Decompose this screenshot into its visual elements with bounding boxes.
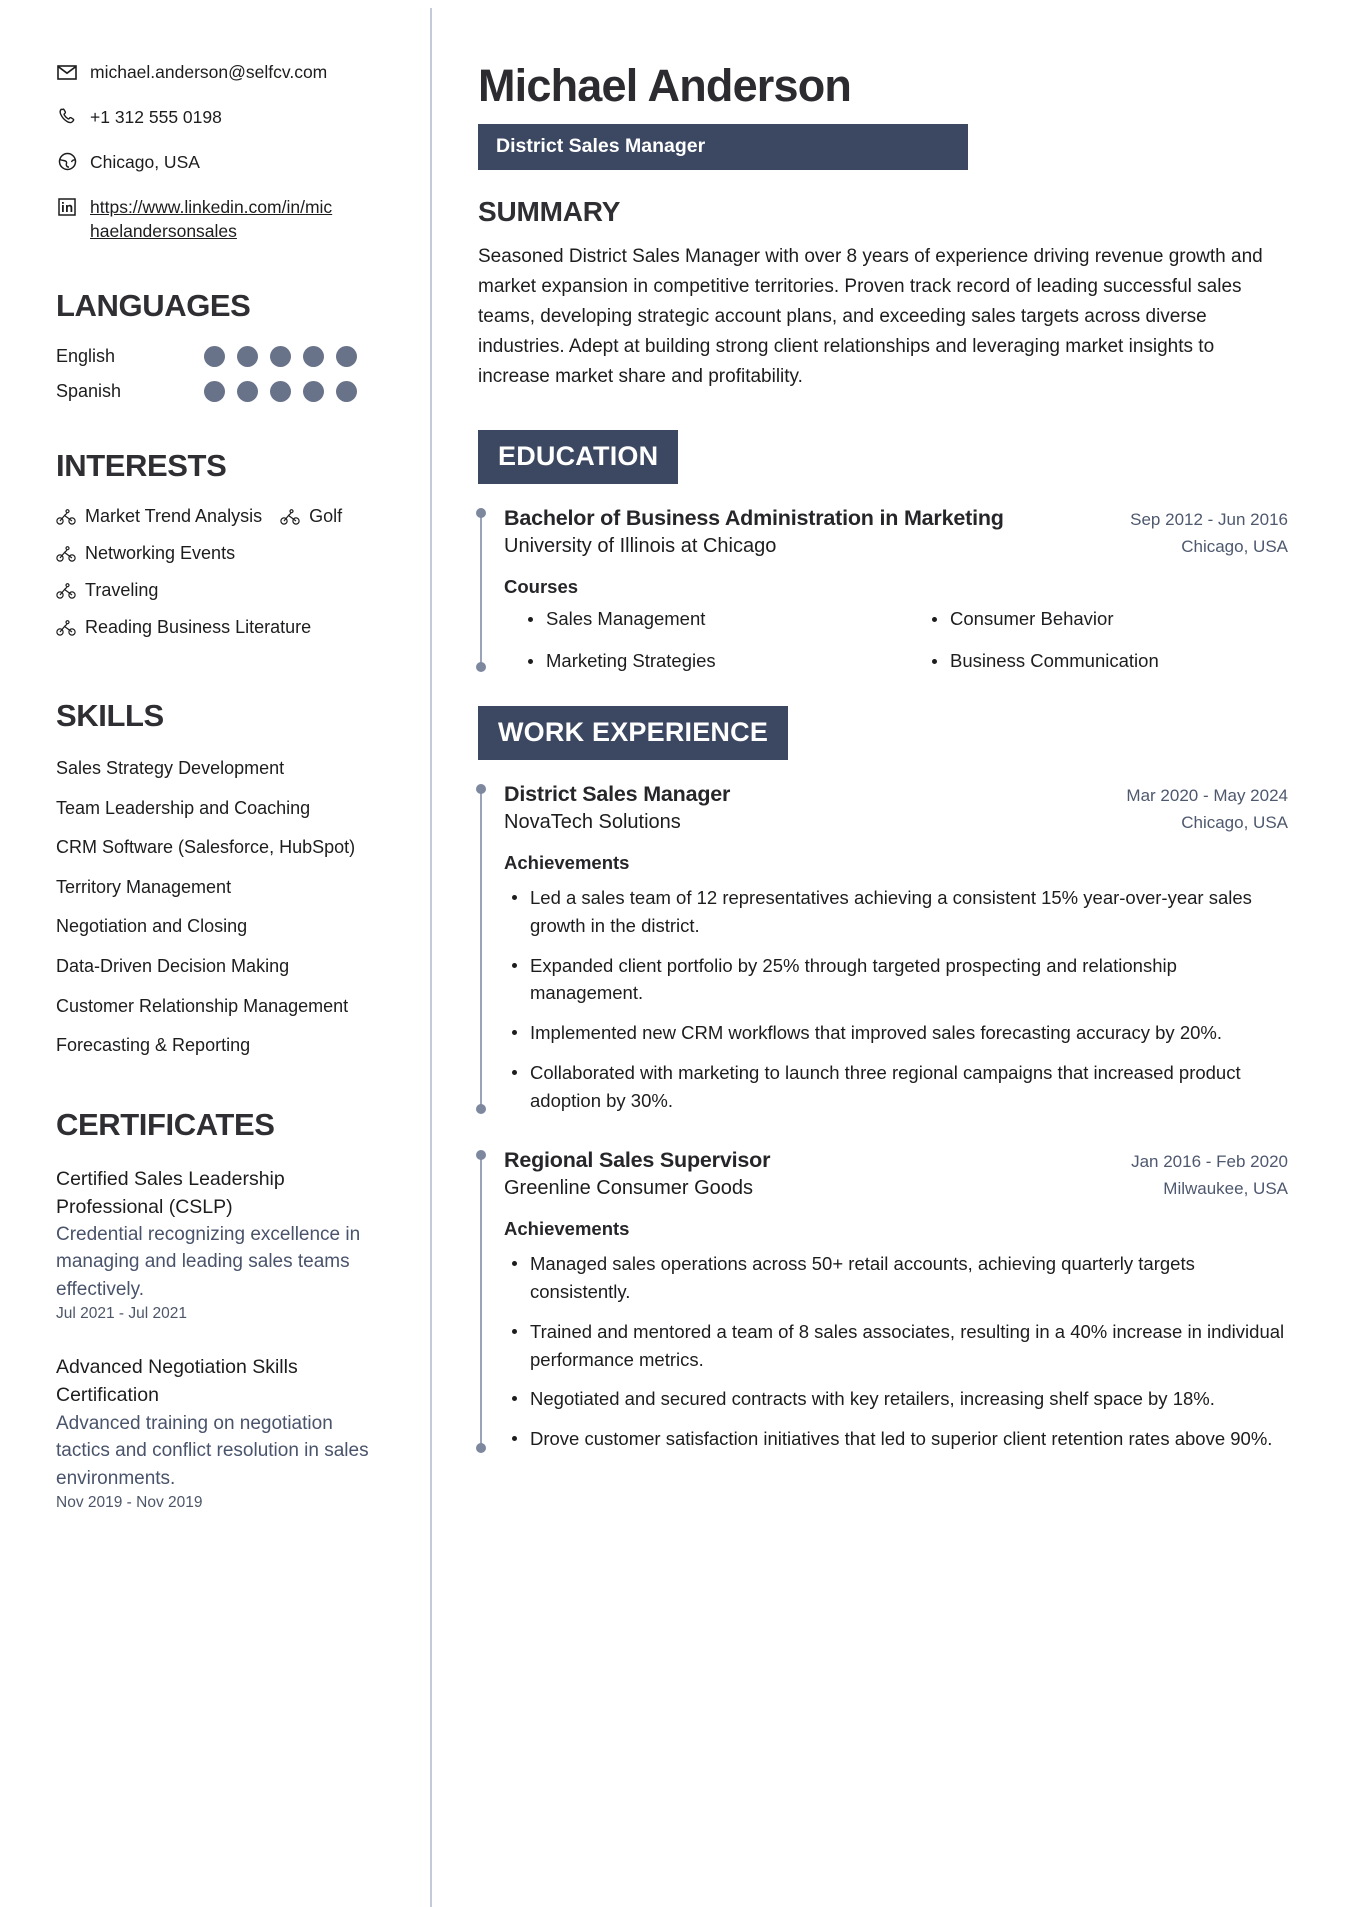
language-row [56,381,386,402]
level-dot [204,346,225,367]
achievement-item: Drove customer satisfaction initiatives that led to superior client retention rates above 90%. [504,1425,1288,1453]
language-level-dots [204,346,357,367]
language-name: Spanish [56,381,122,402]
achievements-list [504,884,1288,1114]
skill-item: CRM Software (Salesforce, HubSpot) [56,837,356,858]
certificate-description: Advanced training on negotiation tactics and conflict resolution in sales environments. [56,1412,369,1489]
timeline-rail [480,788,482,1110]
course-item: Sales Management [504,608,884,630]
achievements-label: Achievements [504,1218,630,1240]
job-date: Jan 2016 - Feb 2020 [1131,1152,1288,1172]
achievement-item: Collaborated with marketing to launch three regional campaigns that increased product adoption by 30%. [504,1059,1288,1115]
skill-item: Sales Strategy Development [56,758,285,779]
skills-section [56,698,386,1058]
achievement-item: Expanded client portfolio by 25% through targeted prospecting and relationship management. [504,952,1288,1008]
certificate-item [56,1353,386,1512]
level-dot [270,381,291,402]
level-dot [336,381,357,402]
courses-label: Courses [504,576,579,598]
education-location: Chicago, USA [1181,537,1288,557]
certificate-date: Jul 2021 - Jul 2021 [56,1305,187,1323]
bicycle-icon [280,509,300,525]
certificates-heading: CERTIFICATES [56,1106,275,1142]
interest-item [280,506,342,527]
bicycle-icon [56,583,76,599]
timeline-node-top [476,1150,486,1160]
job-location: Milwaukee, USA [1163,1179,1288,1199]
education-heading: EDUCATION [478,430,678,484]
interests-heading: INTERESTS [56,448,227,484]
education-section [478,430,1288,672]
job-title: District Sales Manager [504,782,731,807]
summary-text: Seasoned District Sales Manager with over 8 years of experience driving revenue growth and market expansion in competitive territories. Proven track record of leading successful sales teams, developing strategic account plans, and exceeding sales targets across diverse industries. Adept at building strong client relationships and leveraging market insights to increase market share and profitability. [478,246,1263,388]
timeline-node-bottom [476,662,486,672]
education-entry [478,506,1288,672]
achievement-item: Trained and mentored a team of 8 sales associates, resulting in a 40% increase in individual performance metrics. [504,1318,1288,1374]
timeline-rail [480,512,482,668]
work-entry [478,1148,1288,1453]
work-entry-sub [504,811,1288,834]
contact-item-location [56,150,386,175]
certificate-description: Credential recognizing excellence in managing and leading sales teams effectively. [56,1223,361,1300]
timeline-node-bottom [476,1443,486,1453]
work-experience-section [478,706,1288,1453]
certificate-title: Advanced Negotiation Skills Certification [56,1356,298,1407]
interest-label: Golf [309,506,343,527]
skill-item: Team Leadership and Coaching [56,797,311,818]
achievements-label: Achievements [504,852,630,874]
skill-item: Customer Relationship Management [56,995,349,1016]
level-dot [270,346,291,367]
course-item: Consumer Behavior [908,608,1288,630]
contact-item-linkedin[interactable] [56,195,386,245]
timeline-node-top [476,508,486,518]
education-date: Sep 2012 - Jun 2016 [1130,510,1288,530]
education-entry-sub [504,535,1288,558]
skill-item: Forecasting & Reporting [56,1035,251,1056]
achievements-list [504,1250,1288,1453]
interests-section [56,448,386,654]
contact-location-text: Chicago, USA [90,151,200,172]
achievement-item: Led a sales team of 12 representatives achieving a consistent 15% year-over-year sales growth in the district. [504,884,1288,940]
skill-item: Territory Management [56,876,232,897]
bicycle-icon [56,546,76,562]
contact-phone-text: +1 312 555 0198 [90,106,222,127]
interest-item [56,580,368,601]
contact-item-email [56,60,386,85]
level-dot [336,346,357,367]
contact-list [56,60,386,244]
achievement-item: Implemented new CRM workflows that improved sales forecasting accuracy by 20%. [504,1019,1288,1047]
level-dot [303,381,324,402]
work-experience-heading: WORK EXPERIENCE [478,706,788,760]
level-dot [204,381,225,402]
timeline-node-bottom [476,1104,486,1114]
languages-heading: LANGUAGES [56,288,251,324]
contact-email-text: michael.anderson@selfcv.com [90,62,328,82]
school-name: University of Illinois at Chicago [504,535,777,558]
courses-grid [504,608,1288,672]
skill-item: Negotiation and Closing [56,916,248,937]
work-entry-head [504,1148,1288,1173]
role-badge: District Sales Manager [478,124,968,170]
summary-heading: SUMMARY [478,196,621,227]
timeline-rail [480,1154,482,1449]
achievement-item: Managed sales operations across 50+ retail accounts, achieving quarterly targets consistently. [504,1250,1288,1306]
interests-list [56,506,386,654]
work-entry [478,782,1288,1114]
skill-item: Data-Driven Decision Making [56,955,290,976]
candidate-name: Michael Anderson [478,60,852,111]
certificate-date: Nov 2019 - Nov 2019 [56,1494,203,1512]
course-item: Business Communication [908,650,1288,672]
education-entry-head [504,506,1288,531]
skills-heading: SKILLS [56,698,164,734]
work-entry-head [504,782,1288,807]
company-name: NovaTech Solutions [504,811,681,834]
work-entry-sub [504,1177,1288,1200]
interest-item [56,506,262,527]
phone-icon [56,106,78,128]
bicycle-icon [56,620,76,636]
job-location: Chicago, USA [1181,813,1288,833]
language-name: English [56,346,116,367]
interest-item [56,543,368,564]
sidebar [0,8,432,1907]
certificates-section [56,1107,386,1513]
course-item: Marketing Strategies [504,650,884,672]
certificate-item [56,1165,386,1324]
job-date: Mar 2020 - May 2024 [1126,786,1288,806]
bicycle-icon [56,509,76,525]
interest-label: Reading Business Literature [85,617,312,638]
interest-item [56,617,368,638]
language-row [56,346,386,367]
certificate-title: Certified Sales Leadership Professional (CSLP) [56,1167,285,1218]
envelope-icon [56,61,78,83]
linkedin-icon [56,196,78,218]
degree-title: Bachelor of Business Administration in Marketing [504,506,1004,531]
interest-label: Market Trend Analysis [85,506,263,527]
main-column [432,8,1350,1907]
level-dot [237,346,258,367]
contact-item-phone [56,105,386,130]
interest-label: Traveling [85,580,159,601]
language-level-dots [204,381,357,402]
languages-section [56,288,386,402]
job-title: Regional Sales Supervisor [504,1148,771,1173]
contact-linkedin-link[interactable]: https://www.linkedin.com/in/michaelandersonsales [90,196,333,242]
achievement-item: Negotiated and secured contracts with key retailers, increasing shelf space by 18%. [504,1385,1288,1413]
level-dot [237,381,258,402]
timeline-node-top [476,784,486,794]
level-dot [303,346,324,367]
globe-icon [56,151,78,173]
interest-label: Networking Events [85,543,236,564]
company-name: Greenline Consumer Goods [504,1177,754,1200]
